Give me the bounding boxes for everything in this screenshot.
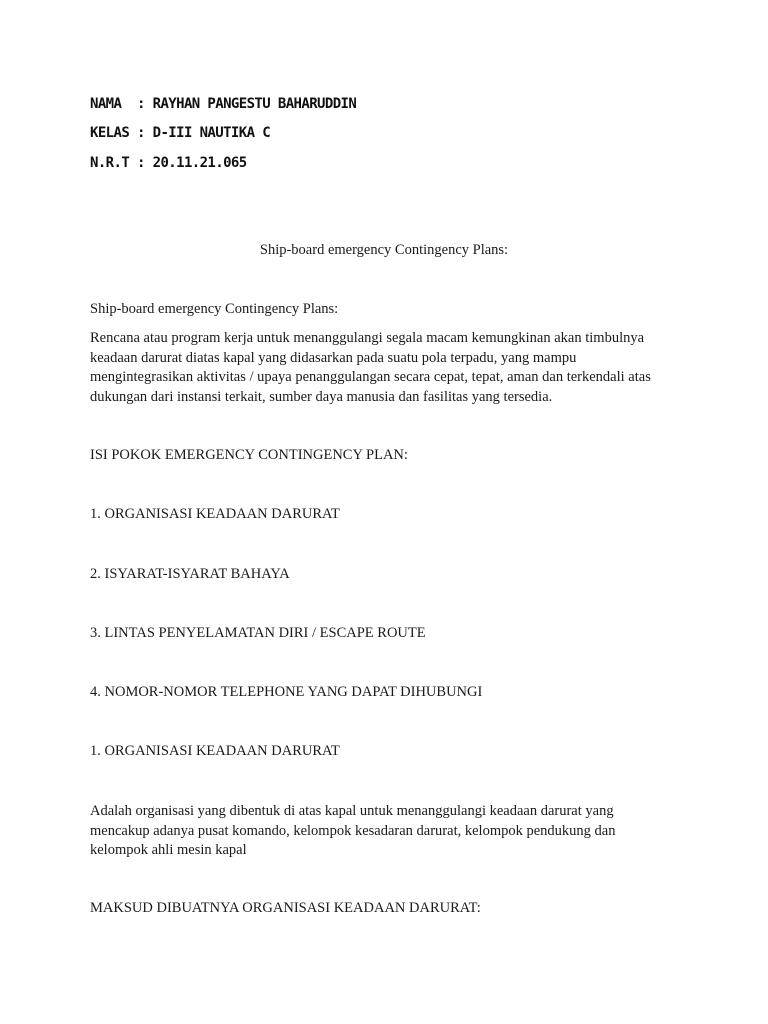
student-id-line: N.R.T : 20.11.21.065 xyxy=(90,155,247,171)
section1-line: Adalah organisasi yang dibentuk di atas kapal untuk menanggulangi keadaan darurat yang xyxy=(90,803,614,819)
list-item: 4. NOMOR-NOMOR TELEPHONE YANG DAPAT DIHUBUNGI xyxy=(90,684,483,700)
student-class-line: KELAS : D-III NAUTIKA C xyxy=(90,125,271,141)
intro-line: mengintegrasikan aktivitas / upaya penanggulangan secara cepat, tepat, aman dan terkendali atas xyxy=(90,369,651,385)
maksud-heading: MAKSUD DIBUATNYA ORGANISASI KEADAAN DARURAT: xyxy=(90,900,481,916)
intro-line: Rencana atau program kerja untuk menanggulangi segala macam kemungkinan akan timbulnya xyxy=(90,330,645,346)
list-item: 2. ISYARAT-ISYARAT BAHAYA xyxy=(90,566,290,582)
document-title: Ship-board emergency Contingency Plans: xyxy=(259,242,509,258)
intro-paragraph xyxy=(90,329,690,407)
section-subtitle: Ship-board emergency Contingency Plans: xyxy=(90,301,339,317)
section1-line: kelompok ahli mesin kapal xyxy=(90,842,247,858)
section1-line: mencakup adanya pusat komando, kelompok kesadaran darurat, kelompok pendukung dan xyxy=(90,822,616,839)
intro-line: dukungan dari instansi terkait, sumber daya manusia dan fasilitas yang tersedia. xyxy=(90,388,553,405)
section1-heading: 1. ORGANISASI KEADAAN DARURAT xyxy=(90,743,340,759)
isi-pokok-heading: ISI POKOK EMERGENCY CONTINGENCY PLAN: xyxy=(90,447,408,463)
student-name-line: NAMA : RAYHAN PANGESTU BAHARUDDIN xyxy=(90,96,357,112)
section1-paragraph xyxy=(90,802,690,861)
intro-line: keadaan darurat diatas kapal yang didasarkan pada suatu pola terpadu, yang mampu xyxy=(90,349,577,366)
list-item: 1. ORGANISASI KEADAAN DARURAT xyxy=(90,506,340,522)
list-item: 3. LINTAS PENYELAMATAN DIRI / ESCAPE ROUTE xyxy=(90,625,426,641)
